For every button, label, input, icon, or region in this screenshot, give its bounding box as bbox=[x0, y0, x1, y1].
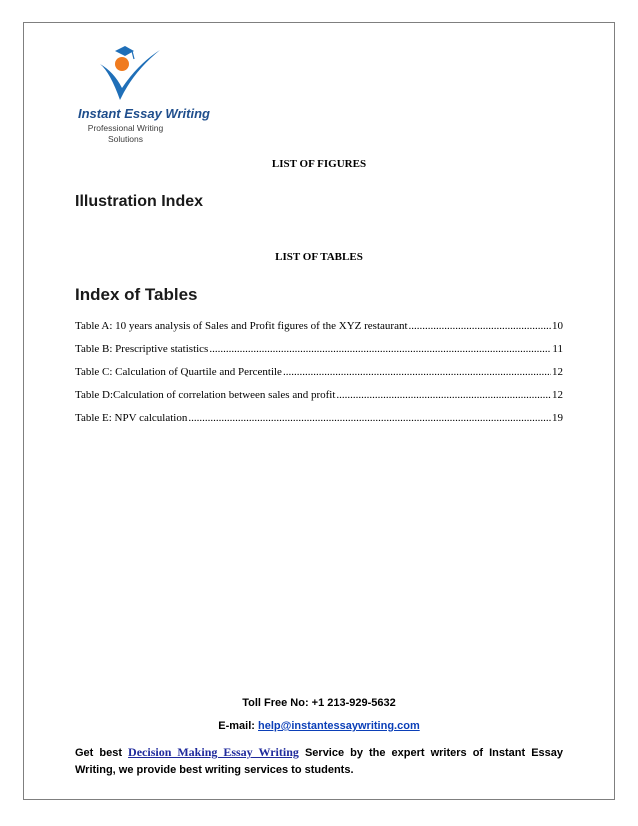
company-logo bbox=[78, 42, 210, 147]
toll-free-number: Toll Free No: +1 213-929-5632 bbox=[242, 697, 396, 709]
toc-entry-page: 12 bbox=[552, 389, 563, 401]
toc-entry-page: 19 bbox=[552, 412, 563, 424]
promo-text bbox=[75, 744, 563, 779]
logo-title: Instant Essay Writing bbox=[78, 106, 210, 121]
toc-entry-page: 11 bbox=[552, 343, 563, 355]
index-of-tables-title: Index of Tables bbox=[75, 285, 198, 304]
list-of-tables-heading: LIST OF TABLES bbox=[275, 251, 363, 263]
toc-entry-text: Table E: NPV calculation bbox=[75, 412, 188, 424]
logo-subtitle: Professional Writing Solutions bbox=[87, 123, 164, 144]
toc-entry-text: Table A: 10 years analysis of Sales and Profit figures of the XYZ restaurant bbox=[75, 320, 408, 332]
email-label: E-mail: bbox=[218, 720, 255, 732]
toc-entry-text: Table D:Calculation of correlation between sales and profit bbox=[75, 389, 336, 401]
toc-leader-dots bbox=[188, 412, 551, 424]
illustration-index-title: Illustration Index bbox=[75, 193, 204, 210]
toc-entry[interactable] bbox=[75, 366, 563, 389]
toc-entry[interactable] bbox=[75, 320, 563, 343]
email-link[interactable]: help@instantessaywriting.com bbox=[258, 720, 420, 732]
toc-entry-page: 10 bbox=[552, 320, 563, 332]
email-line bbox=[0, 720, 638, 732]
logo-checkmark-icon bbox=[78, 42, 198, 106]
toc-entry-page: 12 bbox=[552, 366, 563, 378]
table-of-contents bbox=[75, 320, 563, 435]
toc-leader-dots bbox=[283, 366, 551, 378]
promo-service-link[interactable]: Decision Making Essay Writing bbox=[128, 745, 299, 759]
toc-entry[interactable] bbox=[75, 412, 563, 435]
toc-entry[interactable] bbox=[75, 389, 563, 412]
toc-leader-dots bbox=[209, 343, 551, 355]
toc-entry-text: Table B: Prescriptive statistics bbox=[75, 343, 209, 355]
list-of-figures-heading: LIST OF FIGURES bbox=[271, 158, 367, 170]
toc-entry-text: Table C: Calculation of Quartile and Percentile bbox=[75, 366, 282, 378]
toc-entry[interactable] bbox=[75, 343, 563, 366]
promo-prefix: Get best bbox=[75, 747, 122, 759]
toc-leader-dots bbox=[336, 389, 551, 401]
promo-suffix: Service by the expert writers of Instant Essay Writing, we provide best writing services to students. bbox=[75, 747, 564, 776]
toc-leader-dots bbox=[409, 320, 551, 332]
